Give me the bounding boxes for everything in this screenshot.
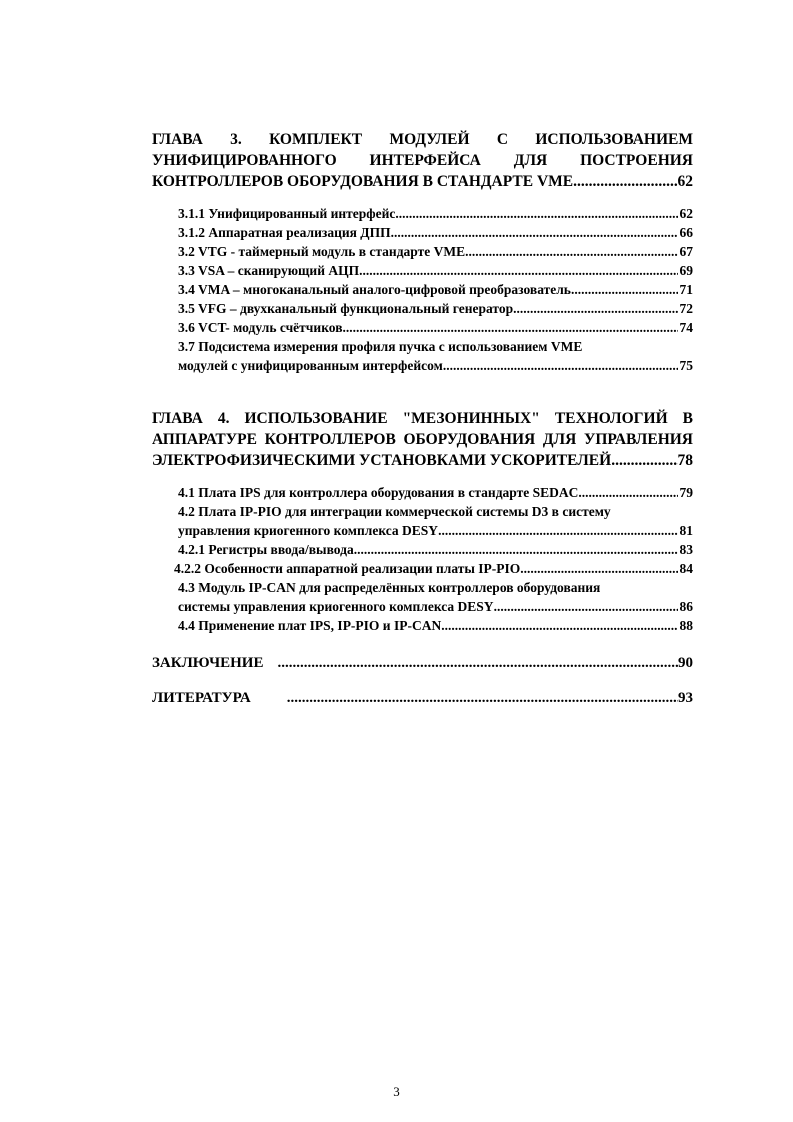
toc-entry-title: 3.3 VSA – сканирующий АЦП [178, 263, 360, 278]
leader-dots [520, 559, 677, 578]
leader-dots [513, 299, 677, 318]
toc-conclusion [152, 653, 693, 673]
toc-entry-4-4 [178, 616, 693, 635]
toc-entry-page: 71 [679, 282, 693, 297]
toc-entry-title: 4.2.1 Регистры ввода/вывода [178, 542, 354, 557]
toc-conclusion-page: 90 [678, 655, 693, 671]
toc-entry-page: 66 [679, 225, 693, 240]
toc-literature-page: 93 [678, 690, 693, 706]
leader-dots [441, 616, 677, 635]
leader-dots [277, 653, 678, 673]
leader-dots [359, 261, 677, 280]
toc-entry-title: 3.5 VFG – двухканальный функциональный генератор [178, 301, 514, 316]
leader-dots [395, 204, 677, 223]
toc-entry-3-4 [178, 280, 693, 299]
toc-entry-3-7-cont [178, 356, 693, 375]
toc-entry-page: 86 [679, 599, 693, 614]
toc-entry-page: 88 [679, 618, 693, 633]
toc-literature-title: ЛИТЕРАТУРА [152, 690, 251, 706]
toc-entry-3-1-2 [178, 223, 693, 242]
toc-entry-title: 3.1.1 Унифицированный интерфейс [178, 206, 396, 221]
chapter-4-entries [174, 483, 693, 635]
chapter-4-page: 78 [677, 452, 693, 469]
toc-entry-3-2 [178, 242, 693, 261]
toc-entry-page: 62 [679, 206, 693, 221]
toc-entry-3-7 [178, 337, 693, 356]
toc-entry-page: 84 [679, 561, 693, 576]
chapter-4-line-3 [152, 450, 693, 471]
toc-entry-3-5 [178, 299, 693, 318]
chapter-3-entries [178, 204, 693, 375]
toc-entry-4-2-cont [178, 521, 693, 540]
toc-entry-page: 83 [679, 542, 693, 557]
toc-entry-title: 4.4 Применение плат IPS, IP-PIO и IP-CAN [178, 618, 442, 633]
toc-entry-title: управления криогенного комплекса DESY [178, 523, 439, 538]
toc-entry-4-3 [178, 578, 693, 597]
leader-dots [343, 318, 678, 337]
toc-literature [152, 688, 693, 708]
toc-entry-3-1-1 [178, 204, 693, 223]
page-number: 3 [393, 1084, 400, 1099]
toc-entry-title: 3.7 Подсистема измерения профиля пучка с использованием VME [178, 339, 583, 354]
toc-entry-page: 75 [679, 358, 693, 373]
toc-entry-3-6 [178, 318, 693, 337]
toc-entry-title: 4.2 Плата IP-PIO для интеграции коммерческой системы D3 в систему [178, 504, 611, 519]
toc-entry-title: 3.6 VCT- модуль счётчиков [178, 320, 343, 335]
toc-entry-page: 67 [679, 244, 693, 259]
leader-dots [287, 688, 678, 708]
toc-entry-page: 72 [679, 301, 693, 316]
toc-entry-4-2 [178, 502, 693, 521]
toc-entry-3-3 [178, 261, 693, 280]
toc-entry-title: модулей с унифицированным интерфейсом [178, 358, 443, 373]
leader-dots [578, 483, 677, 502]
chapter-4-line-3-text: ЭЛЕКТРОФИЗИЧЕСКИМИ УСТАНОВКАМИ УСКОРИТЕЛЕЙ [152, 452, 612, 469]
leader-dots [465, 242, 677, 261]
toc-conclusion-title: ЗАКЛЮЧЕНИЕ [152, 655, 264, 671]
toc-entry-page: 81 [679, 523, 693, 538]
chapter-3-line-1: ГЛАВА 3. КОМПЛЕКТ МОДУЛЕЙ С ИСПОЛЬЗОВАНИЕМ [152, 131, 693, 148]
toc-entry-page: 79 [679, 485, 693, 500]
toc-entry-title: 3.4 VMA – многоканальный аналого-цифровой преобразователь [178, 282, 571, 297]
chapter-3-line-2: УНИФИЦИРОВАННОГО ИНТЕРФЕЙСА ДЛЯ ПОСТРОЕНИЯ [152, 152, 693, 169]
toc-entry-4-2-2 [174, 559, 693, 578]
chapter-3-heading [152, 129, 693, 192]
chapter-4-line-2: АППАРАТУРЕ КОНТРОЛЛЕРОВ ОБОРУДОВАНИЯ ДЛЯ УПРАВЛЕНИЯ [152, 431, 693, 448]
chapter-3-line-3-text: КОНТРОЛЛЕРОВ ОБОРУДОВАНИЯ В СТАНДАРТЕ VME [152, 173, 574, 190]
toc-entry-4-2-1 [178, 540, 693, 559]
leader-dots [438, 521, 677, 540]
leader-dots [354, 540, 678, 559]
leader-dots [573, 171, 677, 192]
toc-entry-title: системы управления криогенного комплекса DESY [178, 599, 494, 614]
chapter-4-heading [152, 408, 693, 471]
toc-entry-page: 69 [679, 263, 693, 278]
leader-dots [611, 450, 677, 471]
chapter-3-line-3 [152, 171, 693, 192]
chapter-4-line-1: ГЛАВА 4. ИСПОЛЬЗОВАНИЕ "МЕЗОНИННЫХ" ТЕХНОЛОГИЙ В [152, 410, 693, 427]
toc-entry-title: 3.1.2 Аппаратная реализация ДПП [178, 225, 391, 240]
toc-entry-title: 4.3 Модуль IP-CAN для распределённых контроллеров оборудования [178, 580, 601, 595]
leader-dots [571, 280, 678, 299]
leader-dots [494, 597, 678, 616]
chapter-3-page: 62 [677, 173, 693, 190]
leader-dots [443, 356, 678, 375]
leader-dots [391, 223, 678, 242]
toc-entry-4-3-cont [178, 597, 693, 616]
toc-entry-title: 4.1 Плата IPS для контроллера оборудования в стандарте SEDAC [178, 485, 579, 500]
toc-entry-title: 4.2.2 Особенности аппаратной реализации платы IP-PIO [174, 561, 521, 576]
toc-entry-4-1 [178, 483, 693, 502]
toc-entry-title: 3.2 VTG - таймерный модуль в стандарте VME [178, 244, 466, 259]
toc-entry-page: 74 [679, 320, 693, 335]
